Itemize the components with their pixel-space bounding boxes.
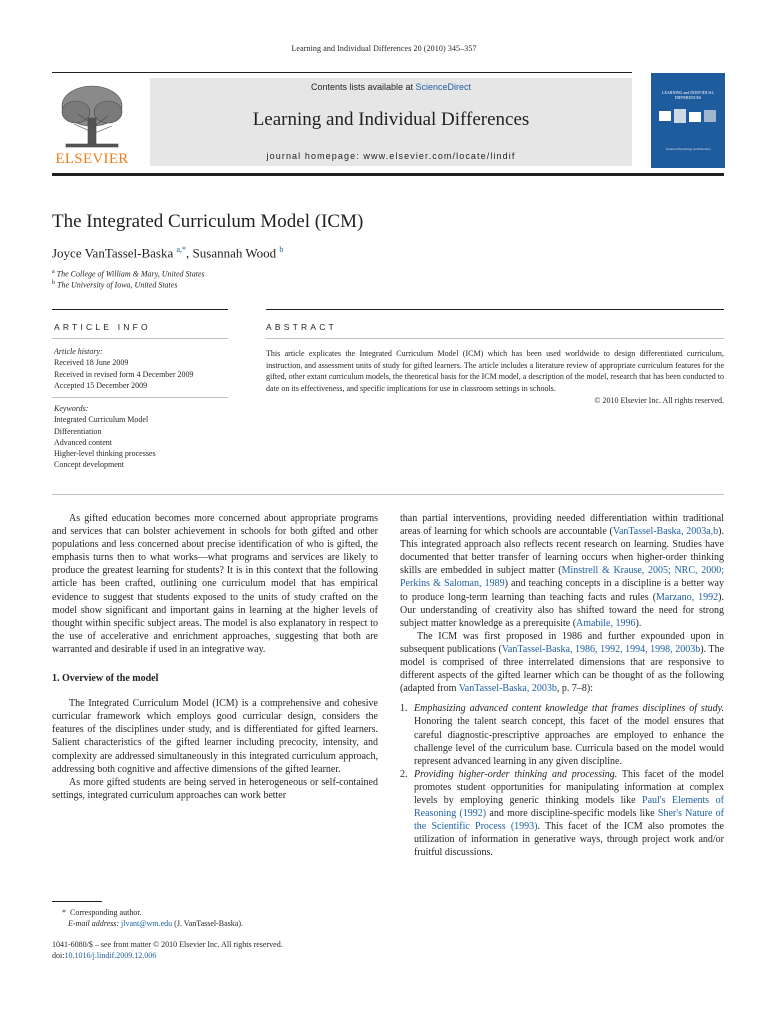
- citation-link[interactable]: Amabile, 1996: [576, 617, 636, 629]
- keywords-label: Keywords:: [54, 404, 89, 413]
- article-info-rule: [52, 309, 228, 310]
- cover-subtitle: Journal of Psychology and Education: [665, 147, 711, 151]
- text-run: ). This integrated approach also reflects recent research on learning. Studies have documented that better transfer of learning occurs when higher-order thinking skills are embedded in subject matter (: [400, 526, 725, 577]
- body-paragraph: The Integrated Curriculum Model (ICM) is a comprehensive and cohesive curricular framework which employs good curricular design, considers the features of the disciplines under study, and is differentiated for gifted learners. Salient characteristics of the gifted learner including precocity, intensity, and complexity are addressed simultaneously in this integrated curriculum approach, addressing both cognitive and affective dimensions of the gifted learner.: [52, 698, 378, 775]
- keyword-item: Higher-level thinking processes: [54, 449, 156, 459]
- affiliation-text: The University of Iowa, United States: [57, 280, 178, 290]
- journal-title: Learning and Individual Differences: [252, 109, 530, 130]
- info-divider: [52, 338, 228, 339]
- footnote-text: Corresponding author.: [70, 908, 142, 917]
- email-note: [68, 918, 243, 929]
- body-paragraph: [400, 512, 724, 630]
- text-run: ) and teaching concepts in a discipline is a better way to produce long-term learning than teaching facts and rules (: [400, 578, 724, 603]
- author-name: Joyce VanTassel-Baska: [52, 245, 174, 261]
- citation-link[interactable]: VanTassel-Baska, 2003a,b: [612, 526, 719, 538]
- text-run: , p. 7–8):: [556, 683, 593, 695]
- list-item: [400, 702, 724, 767]
- keywords-divider: [52, 397, 228, 398]
- text-run: ).: [635, 617, 642, 629]
- keyword-item: Advanced content: [54, 437, 112, 447]
- article-history: [54, 346, 194, 391]
- article-info-heading: ARTICLE INFO: [54, 322, 151, 332]
- contents-line: [150, 82, 632, 92]
- publisher-logo-text: ELSEVIER: [55, 151, 129, 167]
- journal-homepage[interactable]: journal homepage: www.elsevier.com/locate/lindif: [266, 151, 516, 161]
- affiliation-a: [52, 269, 205, 279]
- contents-prefix: Contents lists available at: [310, 82, 416, 92]
- keyword-item: Concept development: [54, 460, 124, 470]
- footnote-star: *: [62, 908, 66, 917]
- list-item-lead: Providing higher-order thinking and processing.: [414, 768, 618, 780]
- author-affiliation-marker[interactable]: a,*: [176, 245, 187, 254]
- author-name: Susannah Wood: [192, 245, 277, 261]
- affiliation-marker: a: [52, 269, 55, 275]
- corresponding-author-note: [62, 907, 142, 918]
- body-column-right: [400, 512, 724, 859]
- keywords: [54, 403, 156, 471]
- text-run: The ICM was first proposed in 1986 and further expounded upon in subsequent publications (: [400, 630, 724, 655]
- email-link[interactable]: jlvant@wm.edu: [121, 919, 173, 928]
- list-item: [400, 768, 724, 860]
- footnote-rule: [52, 901, 102, 902]
- dimension-list: [400, 702, 724, 859]
- header-rule: [52, 72, 632, 73]
- doi-line: [52, 950, 156, 961]
- affiliation-b: [52, 280, 177, 290]
- abstract-copyright: © 2010 Elsevier Inc. All rights reserved.: [594, 395, 724, 405]
- citation-link[interactable]: VanTassel-Baska, 1986, 1992, 1994, 1998, 2003b: [501, 643, 701, 655]
- author-affiliation-marker[interactable]: b: [279, 245, 284, 254]
- front-matter-rule: [52, 494, 724, 495]
- intro-paragraph: As gifted education becomes more concerned about appropriate programs and services that can bolster achievement in schools for both gifted and other populations and less concerned about precise identification of who is gifted, the emphasis turns then to what works—what programs and services are likely to produce the greatest learning for students? It is in this context that the following article has been crafted, outlining one curriculum model that has empirical evidence to suggest that students exposed to the units of study crafted on the model show significant and important gains in learning at the higher levels of thought within specific subject areas. The model is also explanatory in respect to the use of accelerative and enrichment approaches, suggesting that both are warranted and desirable if used in an integrative way.: [52, 513, 378, 655]
- abstract-divider: [266, 338, 724, 339]
- section-heading: 1. Overview of the model: [52, 673, 159, 685]
- email-label: E-mail address:: [68, 919, 120, 928]
- history-label: Article history:: [54, 347, 103, 356]
- abstract-heading: ABSTRACT: [266, 322, 337, 332]
- history-item: Received 18 June 2009: [54, 358, 129, 368]
- history-item: Received in revised form 4 December 2009: [54, 369, 194, 379]
- history-item: Accepted 15 December 2009: [54, 380, 148, 390]
- doi-link[interactable]: 10.1016/j.lindif.2009.12.006: [64, 951, 157, 960]
- list-item-lead: Emphasizing advanced content knowledge that frames disciplines of study.: [414, 703, 724, 715]
- citation-link[interactable]: Paul's Elements of Reasoning (1992): [414, 794, 725, 820]
- author-separator: ,: [186, 245, 193, 261]
- list-number: 1.: [400, 703, 408, 715]
- abstract-body: [266, 348, 724, 407]
- affiliation-marker: b: [52, 280, 55, 286]
- sciencedirect-link[interactable]: ScienceDirect: [415, 82, 472, 92]
- list-item-text: and more discipline-specific models like: [486, 808, 658, 820]
- keyword-item: Integrated Curriculum Model: [54, 415, 149, 425]
- journal-cover-image[interactable]: [651, 73, 725, 168]
- author-list: [52, 245, 283, 261]
- email-owner: (J. VanTassel-Baska).: [174, 919, 244, 928]
- doi-prefix: doi:: [52, 951, 65, 960]
- article-title: The Integrated Curriculum Model (ICM): [52, 211, 364, 232]
- citation-link[interactable]: Minstrell & Krause, 2005; NRC, 2000; Perkins & Saloman, 1989: [400, 565, 724, 590]
- text-run: ). Our understanding of creativity also has shifted toward the need for strong subject matter knowledge as a prerequisite (: [400, 591, 724, 629]
- keyword-item: Differentiation: [54, 426, 102, 436]
- affiliation-text: The College of William & Mary, United States: [56, 269, 205, 279]
- list-item-text: Honoring the talent search concept, this facet of the model ensures that careful diagnostic-prescriptive approaches are employed to enhance the challenge level of the curriculum base. Curricula based on the model would represent advanced learning in any given discipline.: [414, 716, 724, 767]
- citation-link[interactable]: Sher's Nature of the Scientific Process (1993): [414, 808, 724, 833]
- list-number: 2.: [400, 768, 408, 780]
- list-item-text: This facet of the model promotes student opportunities for manipulating information at complex levels by employing generic thinking models like: [414, 768, 724, 806]
- body-paragraph: [400, 630, 724, 695]
- text-run: than partial interventions, providing needed differentiation within traditional areas of learning for which schools are accountable (: [400, 513, 724, 538]
- text-run: ). The model is comprised of three interrelated dimensions that are responsive to different aspects of the gifted learner which can be thought of as the following (adapted from: [400, 643, 725, 695]
- abstract-rule: [266, 309, 724, 310]
- citation-link[interactable]: VanTassel-Baska, 2003b: [458, 683, 557, 695]
- body-paragraph: As more gifted students are being served in heterogeneous or self-contained settings, integrated curriculum approaches can work better: [52, 776, 378, 801]
- body-column-left: [52, 512, 378, 802]
- journal-reference: Learning and Individual Differences 20 (2010) 345–357: [291, 44, 477, 53]
- list-item-text: . This facet of the ICM also promotes the utilization of information in generative ways, through project work and/or fruitful discussions.: [414, 821, 724, 859]
- abstract-text: This article explicates the Integrated Curriculum Model (ICM) which has been used worldwide to design differentiated curriculum, instruction, and assessment units of study for gifted learners. The article includes a literature review of appropriate curriculum features for the gifted, other extant curriculum models, the theoretical basis for the ICM model, a description of the model, research that has been conducted to date on its effectiveness, and specific implications for use in classroom settings in schools.: [266, 349, 724, 394]
- issn-line: 1041-6080/$ – see front matter © 2010 Elsevier Inc. All rights reserved.: [52, 940, 283, 949]
- masthead-rule: [52, 173, 724, 176]
- citation-link[interactable]: Marzano, 1992: [656, 591, 719, 603]
- cover-figures-icon: [659, 107, 717, 137]
- cover-title: LEARNING and INDIVIDUAL DIFFERENCES: [662, 90, 714, 100]
